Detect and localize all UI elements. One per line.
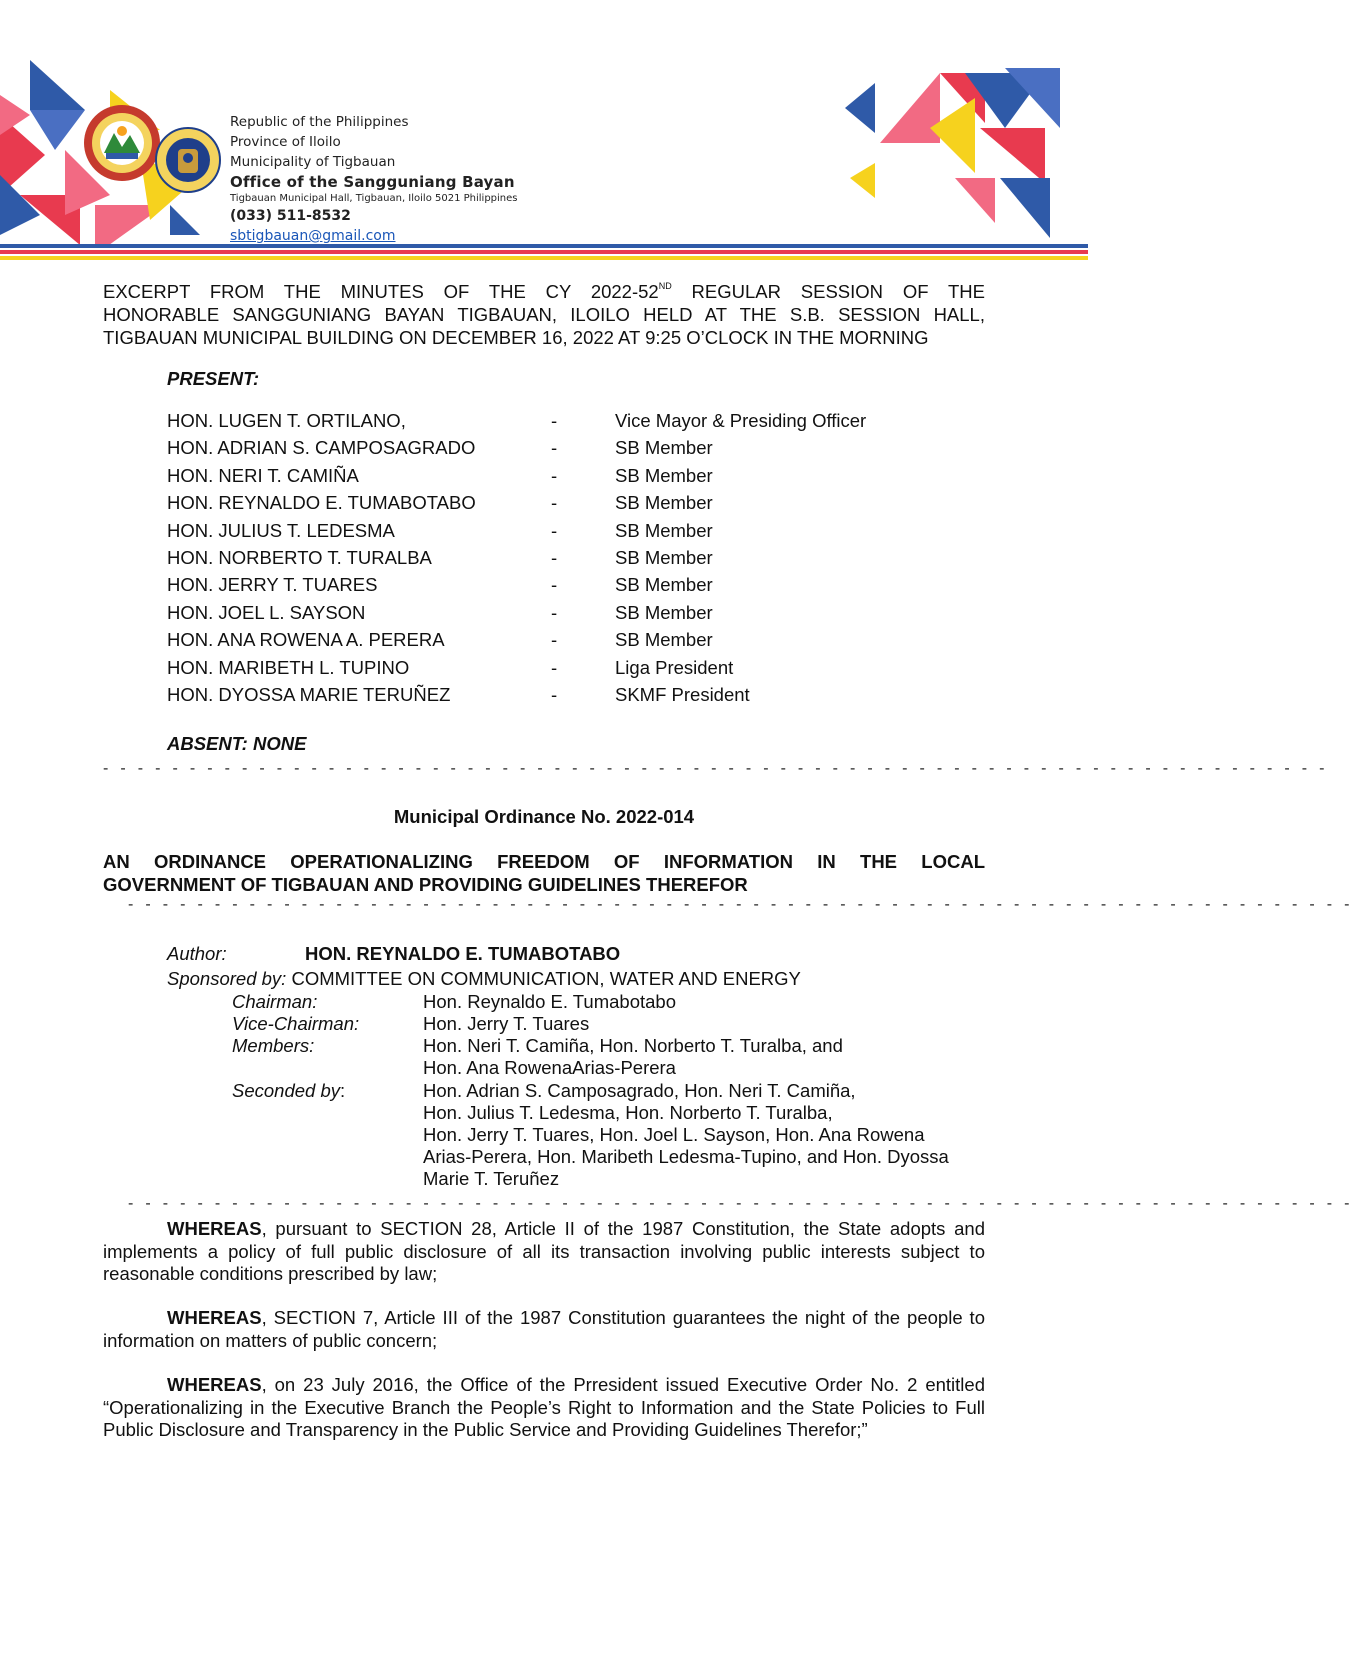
whereas-1-text: , pursuant to SECTION 28, Article II of the 1987 Constitution, the State adopts and implements a policy of full public disclosure of all its transaction involving public interests subject to reasonable conditions prescribed by law; [103, 1218, 985, 1284]
separator-2: - - - - - - - - - - - - - - - - - - - - - - - - - - - - - - - - - - - - - - - - - - - - - - - - - - - - - - - - - - - - - - - - - - - - - - - [128, 896, 1353, 913]
member-row [167, 465, 927, 492]
member-name: HON. DYOSSA MARIE TERUÑEZ [167, 684, 451, 705]
chairman-name: Hon. Reynaldo E. Tumabotabo [423, 991, 676, 1012]
member-name: HON. JERRY T. TUARES [167, 574, 378, 596]
whereas-2 [103, 1307, 985, 1352]
member-row [167, 574, 927, 601]
seconded-line1: Hon. Adrian S. Camposagrado, Hon. Neri T. Camiña, [423, 1080, 856, 1101]
seconded-line5: Marie T. Teruñez [423, 1168, 560, 1189]
member-name: HON. NORBERTO T. TURALBA [167, 547, 432, 568]
whereas-2-lead: WHEREAS [167, 1307, 262, 1328]
excerpt-heading [103, 280, 985, 349]
separator-3: - - - - - - - - - - - - - - - - - - - - - - - - - - - - - - - - - - - - - - - - - - - - - - - - - - - - - - - - - - - - - - - - - - - - - - - [128, 1195, 1353, 1212]
whereas-1-lead: WHEREAS [167, 1218, 262, 1239]
member-dash: - [551, 492, 558, 514]
chairman-label: Chairman: [232, 991, 318, 1012]
member-row [167, 629, 927, 656]
header-stripes [0, 244, 1088, 260]
ordinal-suffix: ND [658, 281, 672, 291]
member-position: SB Member [615, 492, 713, 514]
seconded-line4: Arias-Perera, Hon. Maribeth Ledesma-Tupino, and Hon. Dyossa [423, 1146, 949, 1167]
member-name: HON. LUGEN T. ORTILANO, [167, 410, 406, 431]
member-position: SB Member [615, 574, 713, 596]
member-position: SB Member [615, 601, 713, 623]
seconded-line3: Hon. Jerry T. Tuares, Hon. Joel L. Sayson, Hon. Ana Rowena [423, 1124, 925, 1145]
member-row [167, 684, 927, 711]
member-dash: - [551, 547, 558, 568]
member-dash: - [551, 519, 558, 541]
member-dash: - [551, 574, 558, 596]
vice-chairman-label: Vice-Chairman: [232, 1013, 360, 1034]
member-row [167, 492, 927, 519]
seconded-label: Seconded by [232, 1080, 341, 1101]
municipality-seal-icon [82, 103, 162, 183]
member-row [167, 437, 927, 464]
member-row [167, 657, 927, 684]
separator-1: - - - - - - - - - - - - - - - - - - - - - - - - - - - - - - - - - - - - - - - - - - - - - - - - - - - - - - - - - - - - - - - - - - - - - - - [103, 760, 1329, 777]
email-link[interactable]: sbtigbauan@gmail.com [230, 228, 396, 244]
member-name: HON. NERI T. CAMIÑA [167, 464, 359, 486]
excerpt-line3: TIGBAUAN MUNICIPAL BUILDING ON DECEMBER 16, 2022 AT 9:25 O’CLOCK IN THE MORNING [103, 327, 929, 348]
sponsor-row [167, 968, 801, 990]
author-row [167, 943, 227, 965]
member-name: HON. JOEL L. SAYSON [167, 601, 366, 623]
ordinance-number: Municipal Ordinance No. 2022-014 [393, 806, 695, 827]
republic-line: Republic of the Philippines [230, 114, 409, 130]
present-label: PRESENT: [167, 368, 260, 389]
title-line2: GOVERNMENT OF TIGBAUAN AND PROVIDING GUIDELINES THEREFOR [103, 874, 748, 895]
member-position: Liga President [615, 656, 734, 678]
member-row [167, 602, 927, 629]
member-name: HON. JULIUS T. LEDESMA [167, 519, 395, 541]
excerpt-line2: HONORABLE SANGGUNIANG BAYAN TIGBAUAN, ILOILO HELD AT THE S.B. SESSION HALL, [103, 304, 985, 325]
member-dash: - [551, 464, 558, 486]
vice-chairman-name: Hon. Jerry T. Tuares [423, 1013, 590, 1034]
author-name: HON. REYNALDO E. TUMABOTABO [305, 943, 621, 964]
member-dash: - [551, 684, 558, 705]
sponsor-label: Sponsored by: [167, 968, 287, 989]
member-row [167, 410, 927, 437]
members-line2: Hon. Ana RowenaArias-Perera [423, 1057, 676, 1078]
whereas-3-text: , on 23 July 2016, the Office of the Prresident issued Executive Order No. 2 entitled “Operationalizing in the Executive Branch the People’s Right to Information and the State Policies to Full Public Disclosure and Transparency in the Public Service and Providing Guidelines Therefor;” [103, 1374, 985, 1440]
whereas-1 [103, 1218, 985, 1286]
member-dash: - [551, 629, 558, 651]
title-line1: AN ORDINANCE OPERATIONALIZING FREEDOM OF INFORMATION IN THE LOCAL [103, 851, 985, 872]
office-address: Tigbauan Municipal Hall, Tigbauan, Iloilo 5021 Philippines [230, 193, 518, 204]
ordinance-title [103, 850, 985, 896]
member-dash: - [551, 437, 558, 459]
excerpt-line1b: REGULAR SESSION OF THE [671, 281, 986, 302]
seconded-line2: Hon. Julius T. Ledesma, Hon. Norberto T. Turalba, [423, 1102, 833, 1123]
member-position: Vice Mayor & Presiding Officer [615, 410, 867, 431]
member-name: HON. REYNALDO E. TUMABOTABO [167, 492, 476, 514]
whereas-3-lead: WHEREAS [167, 1374, 262, 1395]
whereas-2-text: , SECTION 7, Article III of the 1987 Constitution guarantees the night of the people to information on matters of public concern; [103, 1307, 985, 1351]
phone-number: (033) 511-8532 [230, 208, 351, 224]
whereas-3 [103, 1374, 985, 1442]
member-position: SB Member [615, 437, 713, 459]
members-label: Members: [232, 1035, 315, 1056]
members-line1: Hon. Neri T. Camiña, Hon. Norberto T. Turalba, and [423, 1035, 843, 1056]
excerpt-line1a: EXCERPT FROM THE MINUTES OF THE CY 2022-52 [103, 281, 659, 302]
sangguniang-bayan-seal-icon [155, 127, 221, 193]
member-position: SB Member [615, 519, 713, 541]
seconded-names [423, 1080, 988, 1190]
member-dash: - [551, 601, 558, 623]
member-position: SB Member [615, 464, 713, 486]
right-decoration [845, 68, 1065, 243]
letterhead [230, 112, 518, 246]
member-dash: - [551, 410, 558, 431]
sponsor-value: COMMITTEE ON COMMUNICATION, WATER AND ENERGY [291, 968, 801, 989]
municipality-line: Municipality of Tigbauan [230, 154, 396, 170]
member-position: SB Member [615, 547, 713, 568]
member-dash: - [551, 656, 558, 678]
committee-members [423, 1035, 843, 1079]
member-name: HON. ADRIAN S. CAMPOSAGRADO [167, 437, 476, 459]
member-name: HON. ANA ROWENA A. PERERA [167, 629, 445, 651]
province-line: Province of Iloilo [230, 134, 341, 150]
member-position: SKMF President [615, 684, 750, 705]
absent-label: ABSENT: NONE [167, 733, 307, 754]
author-label: Author: [167, 943, 227, 964]
member-row [167, 520, 927, 547]
member-row [167, 547, 927, 574]
office-name: Office of the Sangguniang Bayan [230, 173, 515, 191]
seconded-label-row [232, 1080, 345, 1102]
seconded-colon: : [340, 1080, 346, 1101]
member-name: HON. MARIBETH L. TUPINO [167, 656, 410, 678]
member-position: SB Member [615, 629, 713, 651]
